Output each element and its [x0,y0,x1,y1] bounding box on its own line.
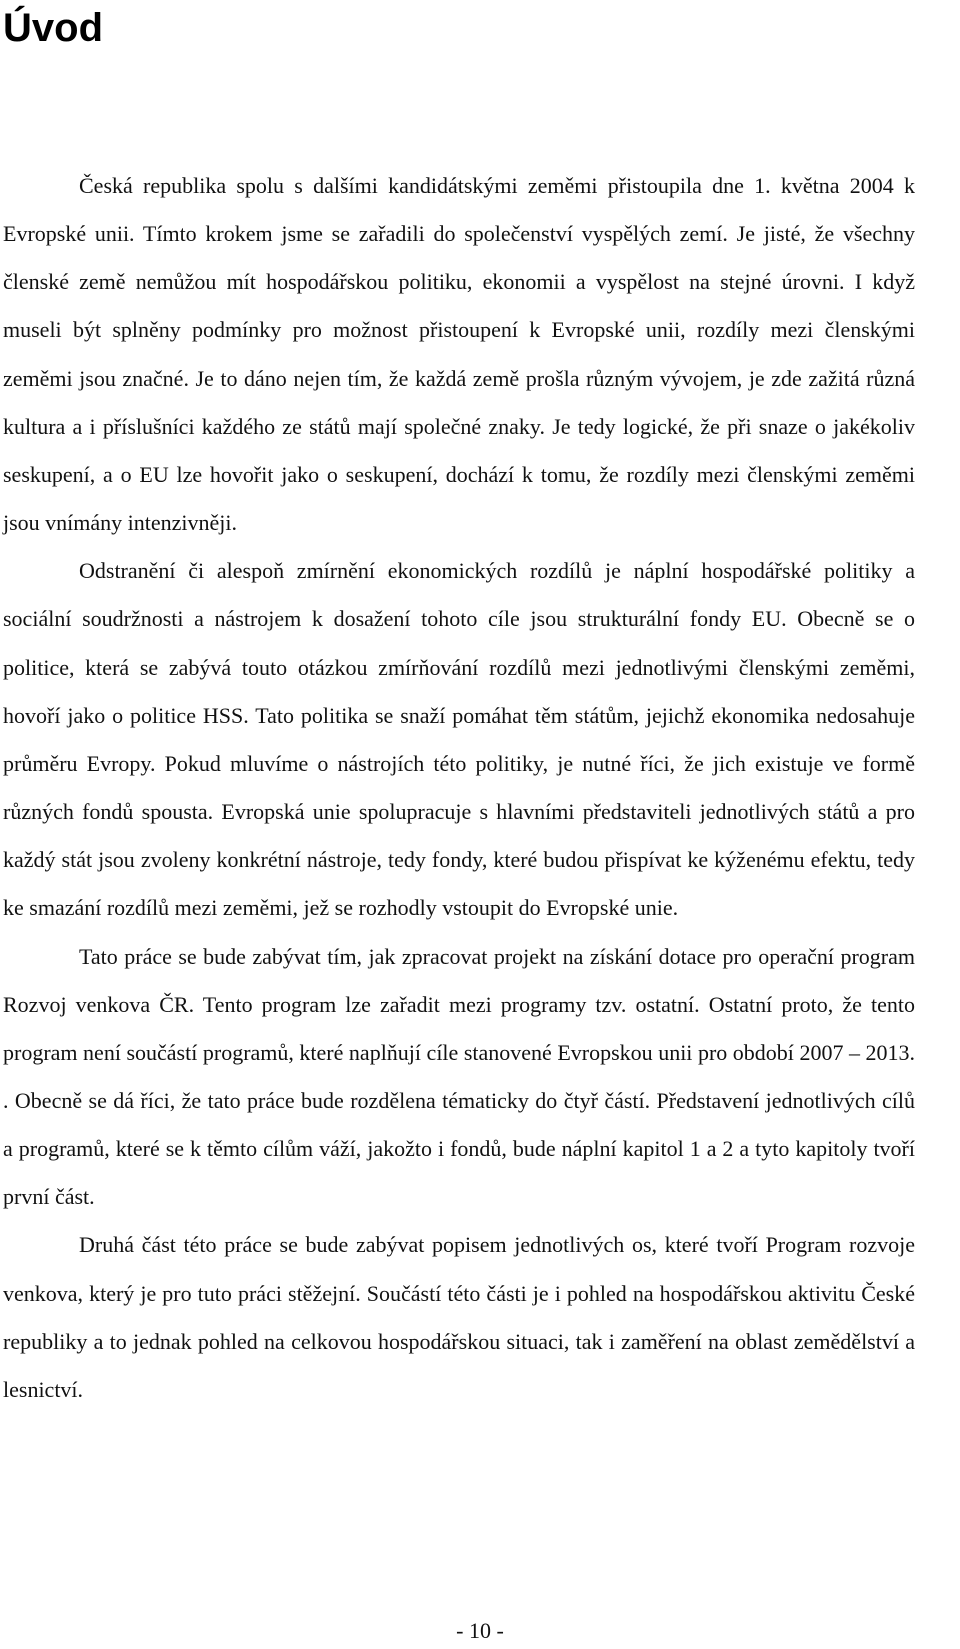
page-title: Úvod [3,6,103,50]
page-number: - 10 - [456,1618,504,1643]
paragraph-3: Tato práce se bude zabývat tím, jak zpracovat projekt na získání dotace pro operační program Rozvoj venkova ČR. Tento program lze zařadit mezi programy tzv. ostatní. Ostatní proto, že tento program není součástí programů, které naplňují cíle stanovené Evropskou unii pro období 2007 – 2013. . Obecně se dá říci, že tato práce bude rozdělena tématicky do čtyř částí. Představení jednotlivých cílů a programů, které se k těmto cílům váží, jakožto i fondů, bude náplní kapitol 1 a 2 a tyto kapitoly tvoří první část. [3,943,915,1210]
paragraph-4: Druhá část této práce se bude zabývat popisem jednotlivých os, které tvoří Program rozvoje venkova, který je pro tuto práci stěžejní. Součástí této části je i pohled na hospodářskou aktivitu České republiky a to jednak pohled na celkovou hospodářskou situaci, tak i zaměření na oblast zemědělství a lesnictví. [3,1232,915,1402]
body-text [3,162,915,1414]
paragraph-1: Česká republika spolu s dalšími kandidátskými zeměmi přistoupila dne 1. května 2004 k Evropské unii. Tímto krokem jsme se zařadili do společenství vyspělých zemí. Je jisté, že všechny členské země nemůžou mít hospodářskou politiku, ekonomii a vyspělost na stejné úrovni. I když museli být splněny podmínky pro možnost přistoupení k Evropské unii, rozdíly mezi členskými zeměmi jsou značné. Je to dáno nejen tím, že každá země prošla různým vývojem, je zde zažitá různá kultura a i příslušníci každého ze států mají společné znaky. Je tedy logické, že při snaze o jakékoliv seskupení, a o EU lze hovořit jako o seskupení, dochází k tomu, že rozdíly mezi členskými zeměmi jsou vnímány intenzivněji. [3,173,915,536]
paragraph-2: Odstranění či alespoň zmírnění ekonomických rozdílů je náplní hospodářské politiky a sociální soudržnosti a nástrojem k dosažení tohoto cíle jsou strukturální fondy EU. Obecně se o politice, která se zabývá touto otázkou zmírňování rozdílů mezi jednotlivými členskými zeměmi, hovoří jako o politice HSS. Tato politika se snaží pomáhat těm státům, jejichž ekonomika nedosahuje průměru Evropy. Pokud mluvíme o nástrojích této politiky, je nutné říci, že jich existuje ve formě různých fondů spousta. Evropská unie spolupracuje s hlavními představiteli jednotlivých států a pro každý stát jsou zvoleny konkrétní nástroje, tedy fondy, které budou přispívat ke kýženému efektu, tedy ke smazání rozdílů mezi zeměmi, jež se rozhodly vstoupit do Evropské unie. [3,558,915,921]
